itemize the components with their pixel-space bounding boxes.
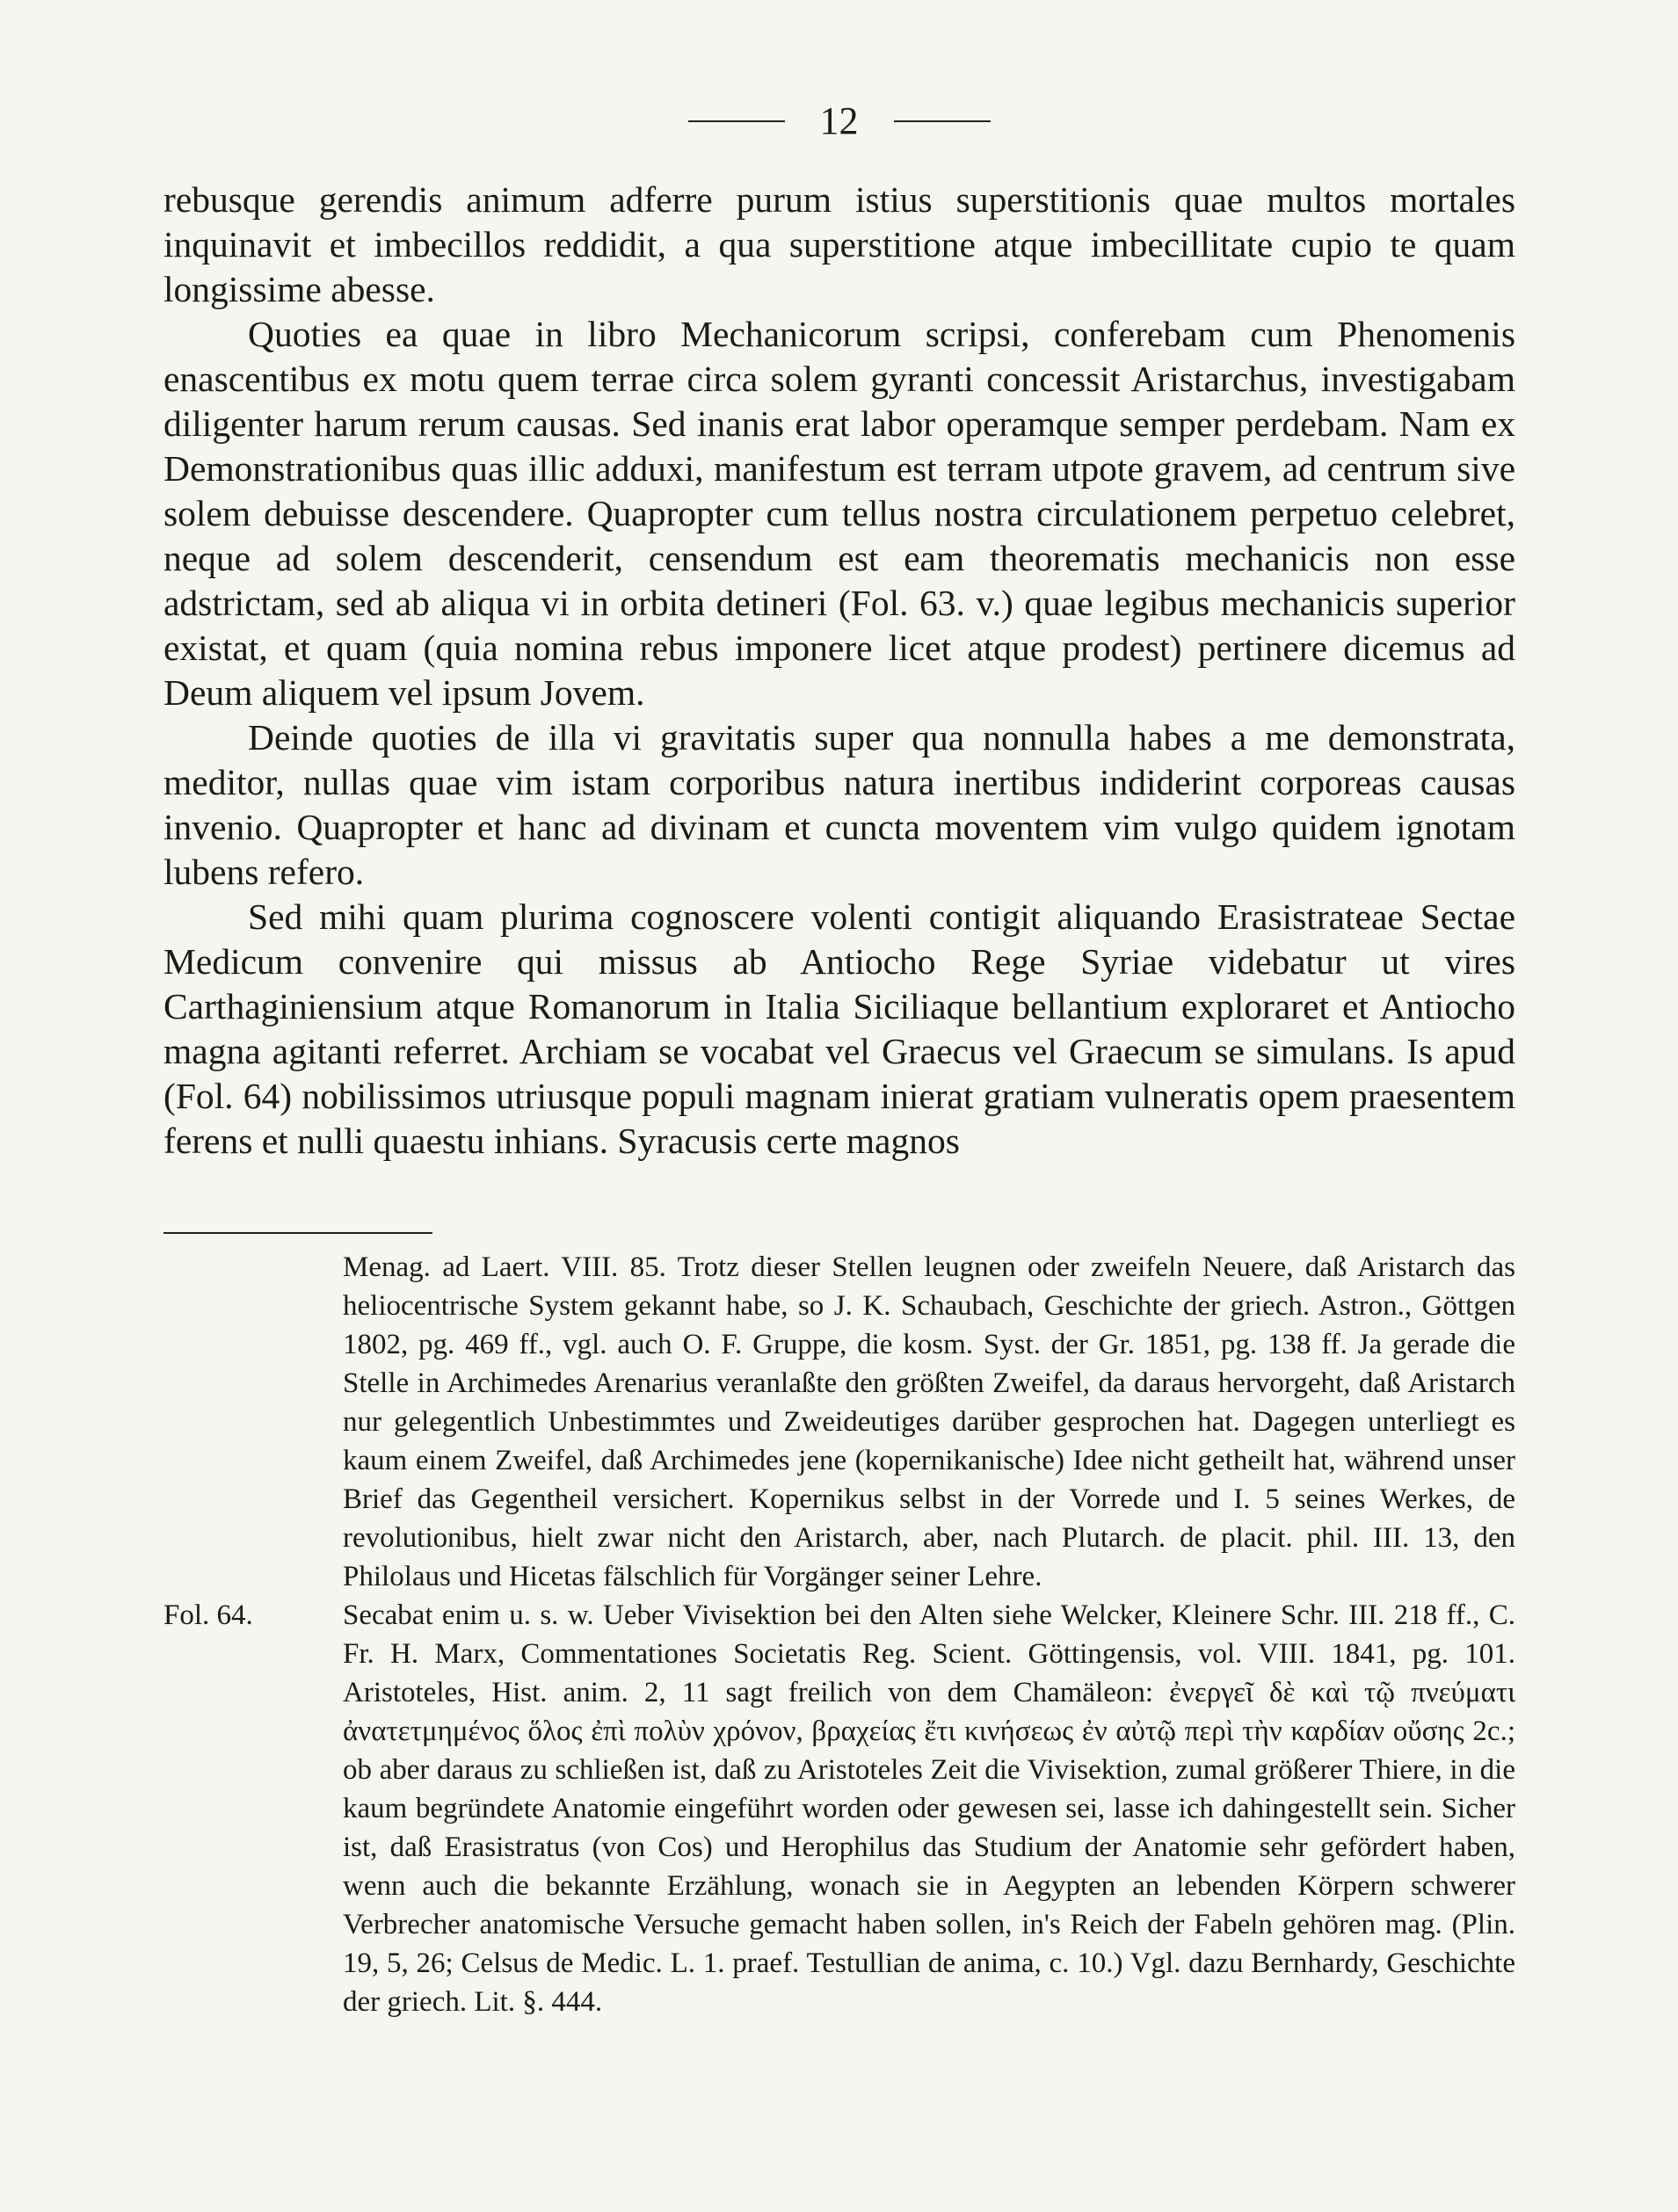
header-rule-left bbox=[688, 120, 785, 122]
page-number: 12 bbox=[819, 99, 859, 142]
main-text bbox=[163, 178, 1515, 1164]
footnotes bbox=[163, 1248, 1515, 2021]
paragraph: Quoties ea quae in libro Mechanicorum scripsi, conferebam cum Phenomenis enascentibus ex motu quem terrae circa solem gyranti concessit Aristarchus, investigabam diligenter harum rerum causas. Sed inanis erat labor operamque semper perdebam. Nam ex Demonstrationibus quas illic adduxi, manifestum est terram utpote gravem, ad centrum sive solem debuisse descendere. Quapropter cum tellus nostra circulationem perpetuo celebret, neque ad solem descenderit, censendum est eam theorematis mechanicis non esse adstrictam, sed ab aliqua vi in orbita detineri (Fol. 63. v.) quae legibus mechanicis superior existat, et quam (quia nomina rebus imponere licet atque prodest) pertinere dicemus ad Deum aliquem vel ipsum Jovem. bbox=[163, 314, 1515, 713]
paragraph: Deinde quoties de illa vi gravitatis super qua nonnulla habes a me demonstrata, meditor, nullas quae vim istam corporibus natura inertibus indiderint corporeas causas invenio. Quapropter et hanc ad divinam et cuncta moventem vim vulgo quidem ignotam lubens refero. bbox=[163, 717, 1515, 892]
footnote-text: Menag. ad Laert. VIII. 85. Trotz dieser Stellen leugnen oder zweifeln Neuere, daß Aristarch das heliocentrische System gekannt habe, so J. K. Schaubach, Geschichte der griech. Astron., Göttgen 1802, pg. 469 ff., vgl. auch O. F. Gruppe, die kosm. Syst. der Gr. 1851, pg. 138 ff. Ja gerade die Stelle in Archimedes Arenarius veranlaßte den größten Zweifel, da daraus hervorgeht, daß Aristarch nur gelegentlich Unbestimmtes und Zweideutiges darüber gesprochen hat. Dagegen unterliegt es kaum einem Zweifel, daß Archimedes jene (kopernikanische) Idee nicht getheilt hat, während unser Brief das Gegentheil versichert. Kopernikus selbst in der Vorrede und I. 5 seines Werkes, de revolutionibus, hielt zwar nicht den Aristarch, aber, nach Plutarch. de placit. phil. III. 13, den Philolaus und Hicetas fälschlich für Vorgänger seiner Lehre. bbox=[343, 1251, 1515, 1592]
footnote bbox=[163, 1248, 1515, 1596]
footnote-label bbox=[163, 1248, 343, 1596]
footnote-label: Fol. 64. bbox=[163, 1599, 253, 1631]
paragraph: rebusque gerendis animum adferre purum istius superstitionis quae multos mortales inquinavit et imbecillos reddidit, a qua superstitione atque imbecillitate cupio te quam longissime abesse. bbox=[163, 179, 1515, 309]
paragraph: Sed mihi quam plurima cognoscere volenti contigit aliquando Erasistrateae Sectae Medicum convenire qui missus ab Antiocho Rege Syriae videbatur ut vires Carthaginiensium atque Romanorum in Italia Siciliaque bellantium exploraret et Antiocho magna agitanti referret. Archiam se vocabat vel Graecus vel Graecum se simulans. Is apud (Fol. 64) nobilissimos utriusque populi magnam inierat gratiam vulneratis opem praesentem ferens et nulli quaestu inhians. Syracusis certe magnos bbox=[163, 896, 1515, 1161]
footnote-separator bbox=[163, 1232, 432, 1234]
page-header bbox=[0, 98, 1678, 143]
header-rule-right bbox=[894, 120, 991, 122]
footnote-text: Secabat enim u. s. w. Ueber Vivisektion bei den Alten siehe Welcker, Kleinere Schr. III. 218 ff., C. Fr. H. Marx, Commentationes Societatis Reg. Scient. Göttingensis, vol. VIII. 1841, pg. 101. Aristoteles, Hist. anim. 2, 11 sagt freilich von dem Chamäleon: ἐνεργεῖ δὲ καὶ τῷ πνεύματι ἀνατετμημένος ὅλος ἐπὶ πολὺν χρόνον, βραχείας ἔτι κινήσεως ἐν αὐτῷ περὶ τὴν καρδίαν οὔσης 2c.; ob aber daraus zu schließen ist, daß zu Aristoteles Zeit die Vivisektion, zumal größerer Thiere, in die kaum begründete Anatomie eingeführt worden oder gewesen sei, lasse ich dahingestellt sein. Sicher ist, daß Erasistratus (von Cos) und Herophilus das Studium der Anatomie sehr gefördert haben, wenn auch die bekannte Erzählung, wonach sie in Aegypten an lebenden Körpern schwerer Verbrecher anatomische Versuche gemacht haben sollen, in's Reich der Fabeln gehören mag. (Plin. 19, 5, 26; Celsus de Medic. L. 1. praef. Testullian de anima, c. 10.) Vgl. dazu Bernhardy, Geschichte der griech. Lit. §. 444. bbox=[343, 1599, 1515, 2018]
footnote bbox=[163, 1596, 1515, 2021]
